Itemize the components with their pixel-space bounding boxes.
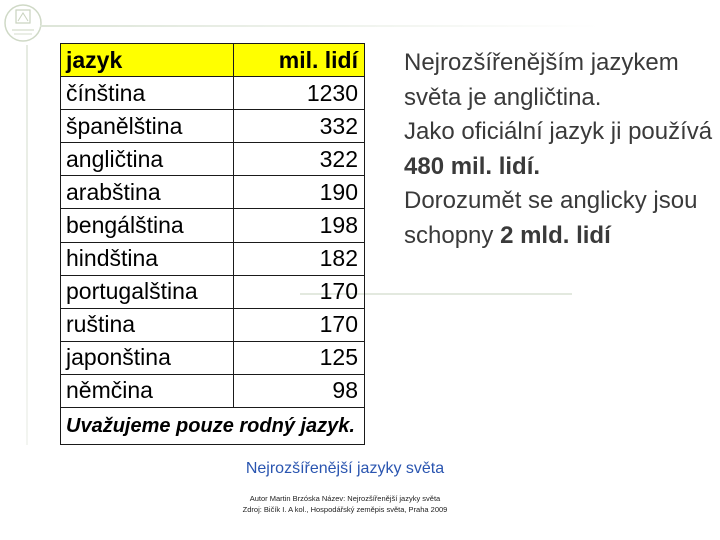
- language-cell: angličtina: [61, 143, 234, 176]
- language-cell: španělština: [61, 110, 234, 143]
- table-note: Uvažujeme pouze rodný jazyk.: [61, 408, 365, 445]
- table-row: [61, 176, 365, 209]
- language-cell: čínština: [61, 77, 234, 110]
- official-text: Jako oficiální jazyk ji používá: [404, 118, 713, 146]
- table-row: [61, 110, 365, 143]
- speakers-cell: 190: [234, 176, 365, 209]
- speakers-cell: 170: [234, 275, 365, 308]
- body-text: [404, 46, 714, 254]
- languages-table: [60, 43, 365, 445]
- speakers-cell: 332: [234, 110, 365, 143]
- language-cell: němčina: [61, 374, 234, 407]
- speakers-cell: 182: [234, 242, 365, 275]
- speakers-cell: 1230: [234, 77, 365, 110]
- language-cell: arabština: [61, 176, 234, 209]
- decorative-top-line: [40, 25, 600, 27]
- speakers-cell: 98: [234, 374, 365, 407]
- paragraph-english: Nejrozšířenějším jazykem světa je angličtina.: [404, 49, 679, 111]
- paragraph-official: [404, 115, 714, 184]
- language-cell: ruština: [61, 308, 234, 341]
- communicate-count: 2 mld. lidí: [500, 221, 611, 249]
- speakers-cell: 198: [234, 209, 365, 242]
- speakers-cell: 322: [234, 143, 365, 176]
- official-count: 480 mil. lidí.: [404, 152, 541, 180]
- credit-source: Zdroj: Bičík I. A kol., Hospodářský zeměpis světa, Praha 2009: [242, 505, 448, 514]
- communicate-text: Dorozumět se anglicky jsou schopny: [404, 187, 698, 249]
- table-row: [61, 308, 365, 341]
- table-note-row: [61, 408, 365, 445]
- slide-caption: Nejrozšířenější jazyky světa: [245, 460, 445, 477]
- school-logo-icon: [3, 3, 43, 43]
- speakers-cell: 125: [234, 341, 365, 374]
- table-row: [61, 242, 365, 275]
- language-cell: japonština: [61, 341, 234, 374]
- language-cell: bengálština: [61, 209, 234, 242]
- table-row: [61, 143, 365, 176]
- speakers-cell: 170: [234, 308, 365, 341]
- paragraph-communicate: [404, 184, 714, 253]
- table-row: [61, 341, 365, 374]
- table-row: [61, 275, 365, 308]
- language-cell: portugalština: [61, 275, 234, 308]
- table-row: [61, 77, 365, 110]
- table-row: [61, 209, 365, 242]
- table-row: [61, 374, 365, 407]
- table-header-row: [61, 44, 365, 77]
- language-cell: hindština: [61, 242, 234, 275]
- credit-author: Autor Martin Brzóska Název: Nejrozšířenější jazyky světa: [249, 494, 441, 503]
- decorative-vertical-line: [26, 45, 28, 445]
- header-language: jazyk: [61, 44, 234, 77]
- credit-block: [0, 493, 690, 515]
- header-speakers: mil. lidí: [234, 44, 365, 77]
